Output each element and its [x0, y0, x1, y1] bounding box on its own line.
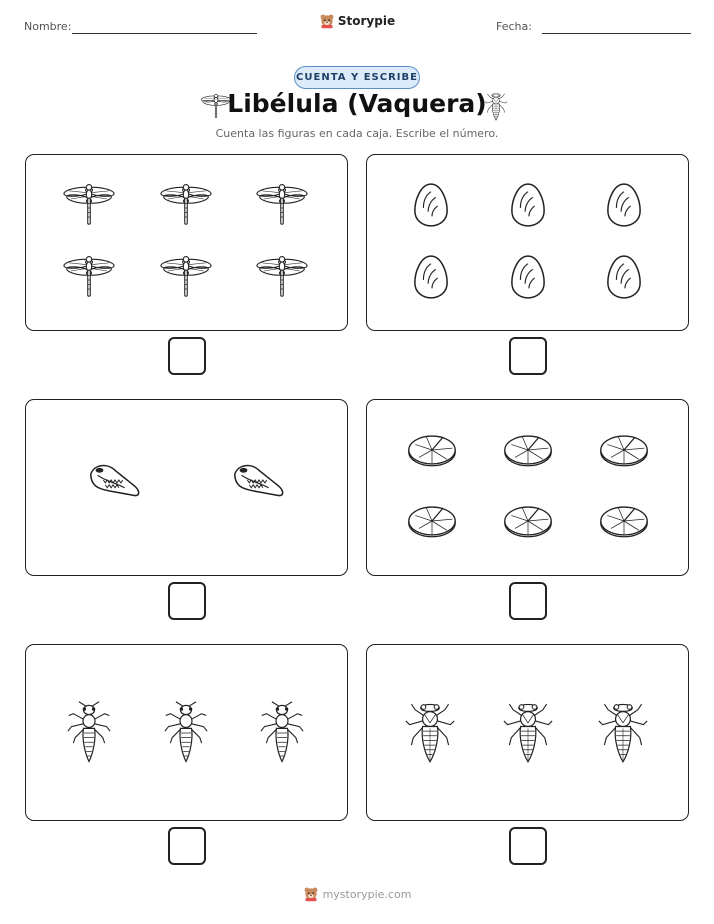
date-line[interactable] — [542, 33, 691, 34]
answer-box[interactable] — [509, 337, 547, 375]
lily-pad-icon — [406, 502, 458, 540]
lily-pad-icon — [598, 431, 650, 469]
egg-icon — [412, 253, 450, 301]
name-line[interactable] — [72, 33, 257, 34]
lily-pad-icon — [502, 502, 554, 540]
name-label: Nombre: — [24, 20, 72, 33]
count-box-nymphs — [366, 644, 689, 821]
count-box-dragonflies — [25, 154, 348, 331]
count-box-lily-pads — [366, 399, 689, 576]
nymph-icon — [597, 700, 649, 766]
count-box-larvae — [25, 644, 348, 821]
egg-icon — [605, 253, 643, 301]
larva-icon — [66, 700, 112, 766]
storypie-logo-icon — [303, 886, 319, 902]
count-box-masks — [25, 399, 348, 576]
nymph-icon — [404, 700, 456, 766]
larva-icon — [163, 700, 209, 766]
egg-icon — [509, 181, 547, 229]
lily-pad-icon — [406, 431, 458, 469]
date-label: Fecha: — [496, 20, 532, 33]
brand — [0, 13, 714, 29]
activity-badge: CUENTA Y ESCRIBE — [294, 66, 420, 89]
dragonfly-icon — [159, 181, 213, 226]
nymph-icon — [502, 700, 554, 766]
answer-box[interactable] — [168, 827, 206, 865]
dragonfly-icon — [255, 253, 309, 298]
nymph-mask-icon — [86, 460, 144, 500]
nymph-icon — [484, 92, 508, 122]
egg-icon — [412, 181, 450, 229]
page-title: Libélula (Vaquera) — [227, 89, 487, 118]
dragonfly-icon — [159, 253, 213, 298]
larva-icon — [259, 700, 305, 766]
lily-pad-icon — [598, 502, 650, 540]
count-box-eggs — [366, 154, 689, 331]
nymph-mask-icon — [230, 460, 288, 500]
answer-box[interactable] — [168, 582, 206, 620]
dragonfly-icon — [62, 181, 116, 226]
footer-url[interactable]: mystorypie.com — [322, 887, 412, 901]
dragonfly-icon — [255, 181, 309, 226]
instructions: Cuenta las figuras en cada caja. Escribe el número. — [215, 127, 499, 140]
egg-icon — [509, 253, 547, 301]
brand-name: Storypie — [337, 14, 396, 28]
answer-box[interactable] — [509, 827, 547, 865]
lily-pad-icon — [502, 431, 554, 469]
egg-icon — [605, 181, 643, 229]
answer-box[interactable] — [509, 582, 547, 620]
answer-box[interactable] — [168, 337, 206, 375]
footer — [0, 886, 714, 902]
storypie-logo-icon — [319, 13, 335, 29]
dragonfly-icon — [62, 253, 116, 298]
